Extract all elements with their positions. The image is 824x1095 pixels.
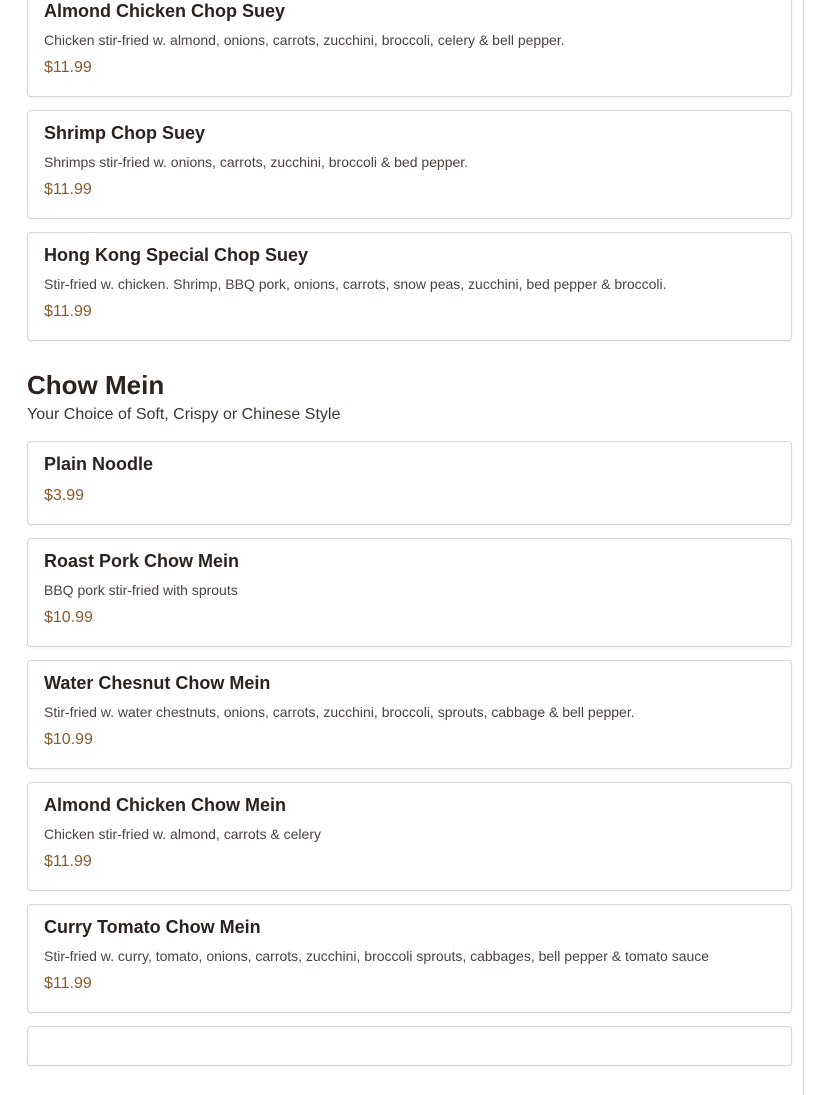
menu-item-card[interactable] [27, 660, 792, 769]
menu-item-card[interactable] [27, 782, 792, 891]
section-title: Chow Mein [27, 370, 165, 400]
menu-item-description: BBQ pork stir-fried with sprouts [44, 582, 238, 598]
menu-item-description: Shrimps stir-fried w. onions, carrots, zucchini, broccoli & bed pepper. [44, 154, 469, 170]
section-subtitle: Your Choice of Soft, Crispy or Chinese Style [27, 406, 341, 423]
menu-item-card[interactable] [27, 110, 792, 219]
menu-item-card[interactable] [27, 538, 792, 647]
menu-item-price: $11.99 [44, 975, 92, 992]
menu-item-card[interactable] [27, 232, 792, 341]
menu-item-name: Almond Chicken Chop Suey [44, 1, 286, 21]
menu-item-price: $11.99 [44, 59, 92, 76]
menu-item-card[interactable] [27, 1026, 792, 1066]
menu-item-card[interactable] [27, 441, 792, 525]
menu-item-name: Shrimp Chop Suey [44, 123, 206, 143]
menu-item-price: $11.99 [44, 853, 92, 870]
menu-item-description: Stir-fried w. curry, tomato, onions, carrots, zucchini, broccoli sprouts, cabbages, bell pepper & tomato sauce [44, 948, 710, 964]
menu-item-description: Stir-fried w. chicken. Shrimp, BBQ pork, onions, carrots, snow peas, zucchini, bed pepper & broccoli. [44, 276, 667, 292]
menu-item-price: $10.99 [44, 609, 93, 626]
menu-item-price: $11.99 [44, 303, 92, 320]
menu-item-description: Chicken stir-fried w. almond, onions, carrots, zucchini, broccoli, celery & bell pepper. [44, 32, 565, 48]
menu-item-name: Water Chesnut Chow Mein [44, 673, 271, 693]
menu-item-card[interactable] [27, 0, 792, 97]
menu-item-description: Chicken stir-fried w. almond, carrots & celery [44, 826, 321, 842]
menu-item-name: Curry Tomato Chow Mein [44, 917, 261, 937]
menu-item-name: Almond Chicken Chow Mein [44, 795, 287, 815]
menu-item-card[interactable] [27, 904, 792, 1013]
menu-item-price: $11.99 [44, 181, 92, 198]
section-header-chow-mein [27, 369, 792, 425]
menu-item-price: $10.99 [44, 731, 93, 748]
scrollbar-track[interactable] [803, 0, 804, 1095]
menu-item-description: Stir-fried w. water chestnuts, onions, carrots, zucchini, broccoli, sprouts, cabbage & bell pepper. [44, 704, 635, 720]
menu-item-name: Roast Pork Chow Mein [44, 551, 240, 571]
menu-list [27, 0, 792, 1079]
menu-item-price: $3.99 [44, 487, 85, 504]
menu-item-name: Plain Noodle [44, 454, 154, 474]
menu-item-name: Hong Kong Special Chop Suey [44, 245, 309, 265]
